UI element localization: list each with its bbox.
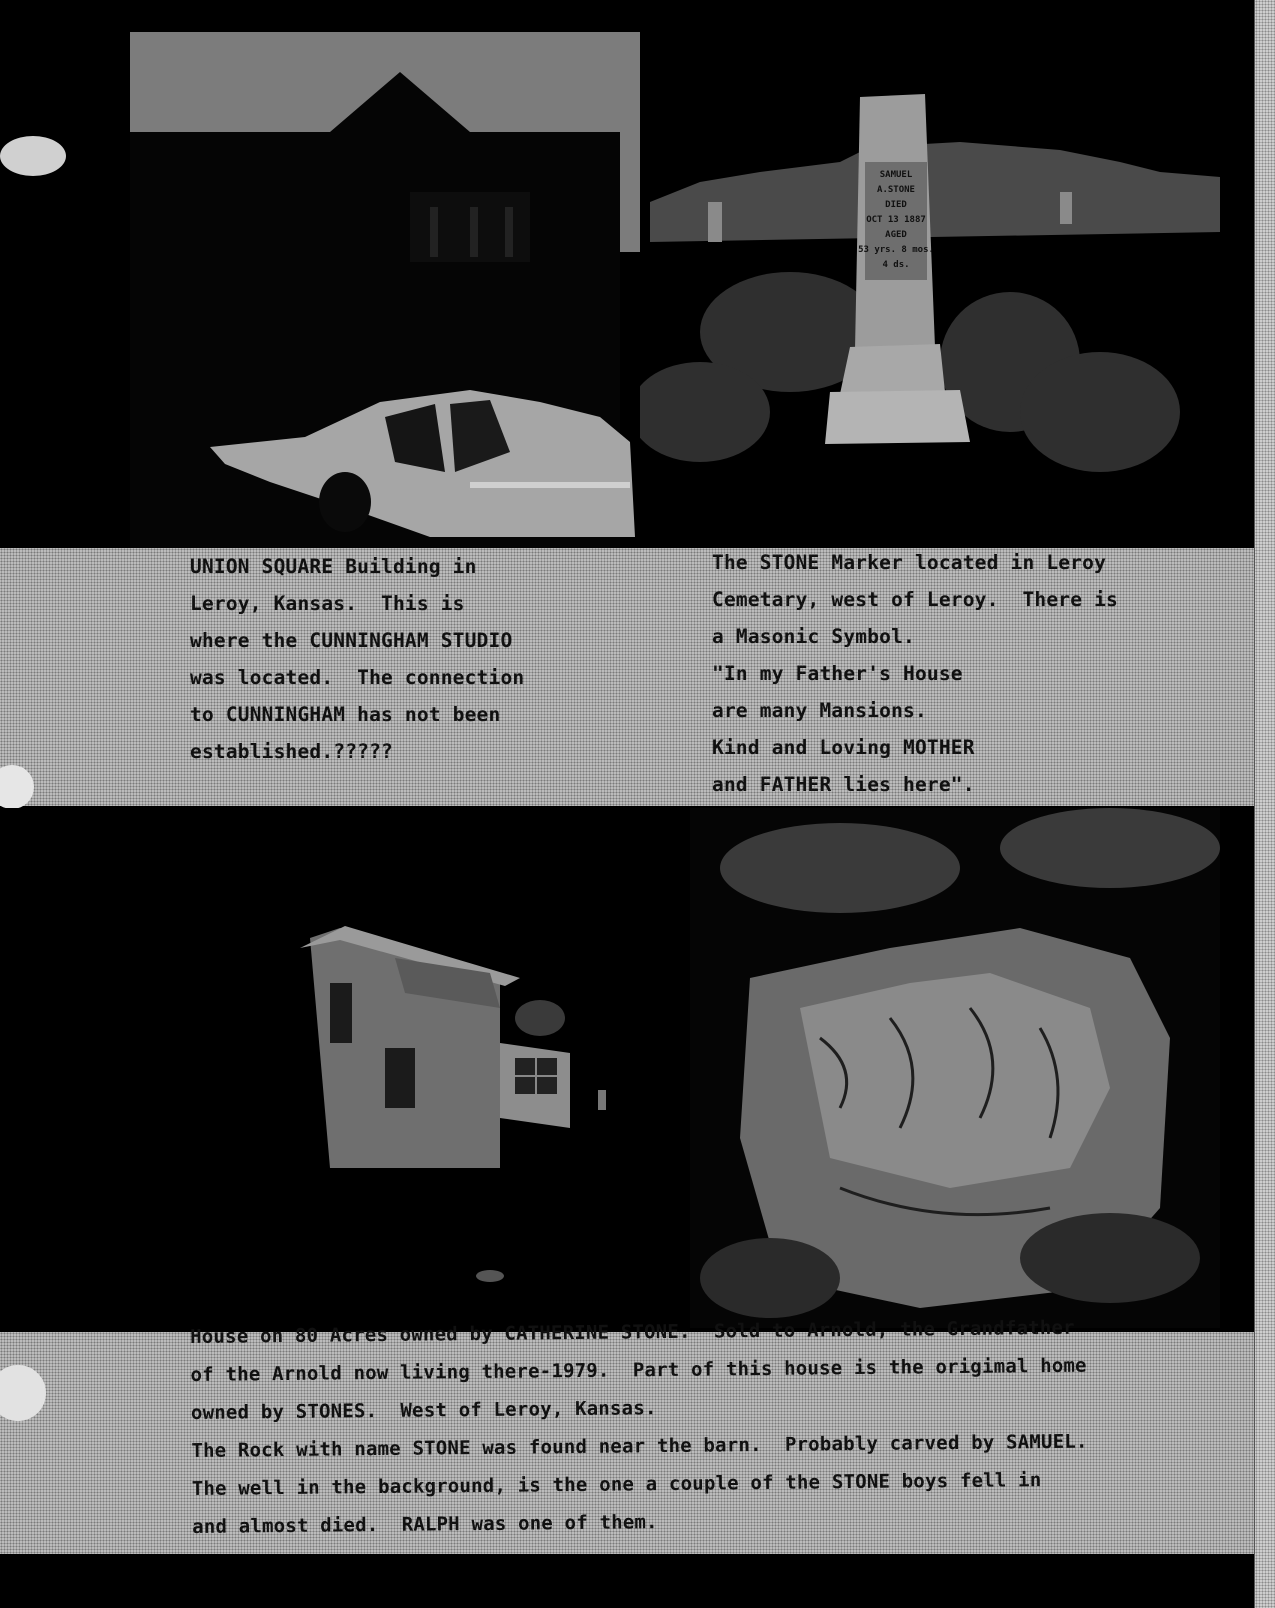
caption-line: The Rock with name STONE was found near the barn. Probably carved by SAMUEL. <box>191 1430 1088 1462</box>
inscription-line: 4 ds. <box>882 260 910 270</box>
caption-line: The STONE Marker located in Leroy <box>712 551 1107 574</box>
caption-line: and FATHER lies here". <box>712 773 975 796</box>
inscription-line: OCT 13 1887 <box>866 215 926 225</box>
page-right-edge <box>1254 0 1275 1608</box>
inscription-line: A.STONE <box>877 185 915 195</box>
caption-line: owned by STONES. West of Leroy, Kansas. <box>190 1397 657 1424</box>
caption-line: of the Arnold now living there-1979. Part of this house is the origimal home <box>190 1354 1087 1386</box>
photo-carved-rock <box>690 808 1220 1328</box>
photo-stone-marker <box>640 32 1220 548</box>
inscription-line: AGED <box>885 230 907 240</box>
photo-stone-house <box>0 808 720 1328</box>
caption-line: UNION SQUARE Building in <box>190 555 477 578</box>
binder-hole-top <box>0 136 66 176</box>
caption-line: Kind and Loving MOTHER <box>712 736 975 759</box>
inscription-line: 53 yrs. 8 mos. <box>858 245 934 255</box>
caption-line: established.????? <box>190 740 393 763</box>
caption-line: Leroy, Kansas. This is <box>190 592 465 615</box>
caption-line: Cemetary, west of Leroy. There is <box>712 588 1118 611</box>
caption-line: was located. The connection <box>190 666 525 689</box>
caption-line: to CUNNINGHAM has not been <box>190 703 501 726</box>
inscription-line: DIED <box>885 200 907 210</box>
caption-house-and-rock <box>190 1309 1089 1546</box>
caption-line: a Masonic Symbol. <box>712 625 915 648</box>
caption-union-square <box>190 548 524 770</box>
caption-line: "In my Father's House <box>712 662 963 685</box>
caption-line: where the CUNNINGHAM STUDIO <box>190 629 513 652</box>
caption-line: are many Mansions. <box>712 699 927 722</box>
caption-line: The well in the background, is the one a couple of the STONE boys fell in <box>191 1469 1042 1500</box>
caption-stone-marker <box>712 544 1118 803</box>
caption-line: and almost died. RALPH was one of them. <box>192 1511 658 1538</box>
photo-union-square-building <box>130 32 642 548</box>
caption-line: House on 80 Acres owned by CATHERINE STONE. Sold to Arnold, the Grandfather <box>190 1316 1075 1348</box>
inscription-line: SAMUEL <box>879 170 913 180</box>
